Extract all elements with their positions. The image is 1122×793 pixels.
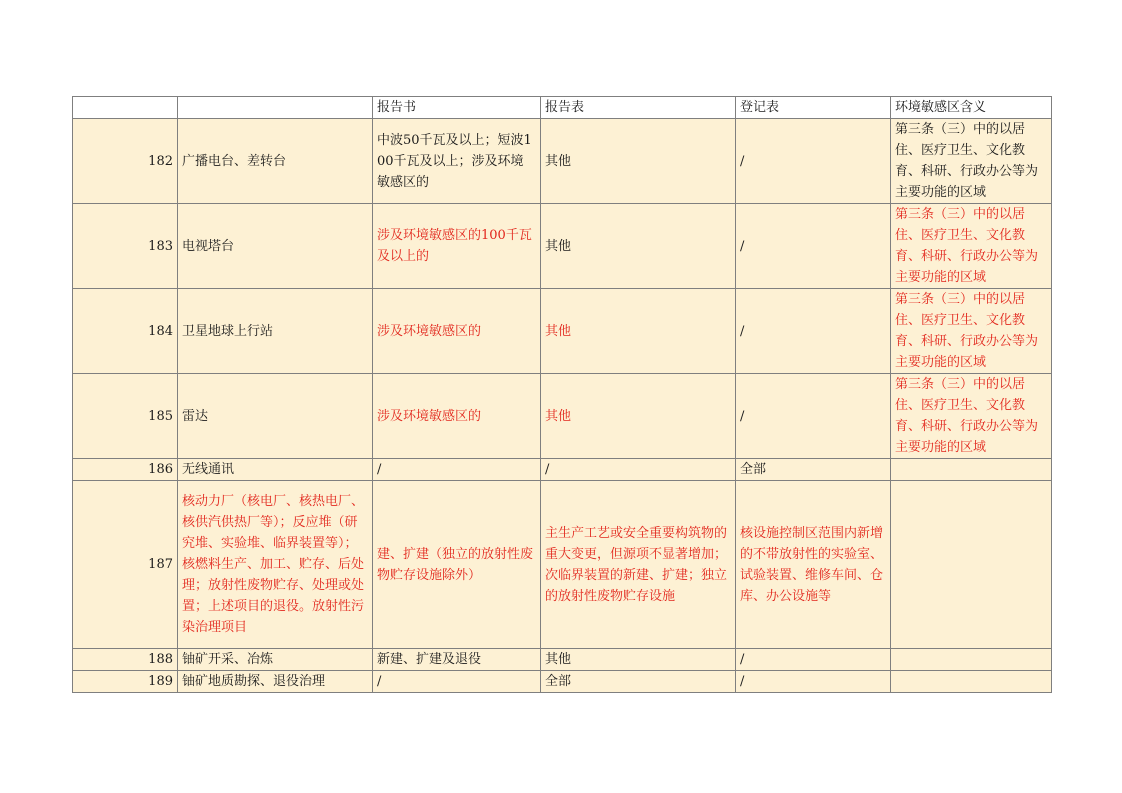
form-requirement: 其他 xyxy=(541,289,736,374)
header-cell-register: 登记表 xyxy=(736,97,891,119)
sensitive-area-definition xyxy=(891,671,1052,693)
sensitive-area-definition xyxy=(891,481,1052,649)
header-cell-form: 报告表 xyxy=(541,97,736,119)
form-requirement: 其他 xyxy=(541,204,736,289)
regulation-table xyxy=(72,96,1052,693)
project-name: 铀矿地质勘探、退役治理 xyxy=(178,671,373,693)
header-cell-project xyxy=(178,97,373,119)
header-cell-sensitive: 环境敏感区含义 xyxy=(891,97,1052,119)
sensitive-area-definition: 第三条（三）中的以居住、医疗卫生、文化教育、科研、行政办公等为主要功能的区域 xyxy=(891,374,1052,459)
register-requirement: / xyxy=(736,289,891,374)
project-name: 电视塔台 xyxy=(178,204,373,289)
row-number: 186 xyxy=(73,459,178,481)
table-row xyxy=(73,459,1052,481)
report-requirement: / xyxy=(373,459,541,481)
row-number: 188 xyxy=(73,649,178,671)
sensitive-area-definition xyxy=(891,649,1052,671)
report-requirement: / xyxy=(373,671,541,693)
row-number: 184 xyxy=(73,289,178,374)
table-row xyxy=(73,671,1052,693)
register-requirement: / xyxy=(736,119,891,204)
project-name: 铀矿开采、冶炼 xyxy=(178,649,373,671)
register-requirement: / xyxy=(736,374,891,459)
report-requirement: 涉及环境敏感区的 xyxy=(373,374,541,459)
report-requirement: 建、扩建（独立的放射性废物贮存设施除外） xyxy=(373,481,541,649)
register-requirement: / xyxy=(736,204,891,289)
table-row xyxy=(73,374,1052,459)
table-header-row xyxy=(73,97,1052,119)
register-requirement: 核设施控制区范围内新增的不带放射性的实验室、试验装置、维修车间、仓库、办公设施等 xyxy=(736,481,891,649)
report-requirement: 涉及环境敏感区的100千瓦及以上的 xyxy=(373,204,541,289)
project-name: 卫星地球上行站 xyxy=(178,289,373,374)
project-name: 无线通讯 xyxy=(178,459,373,481)
project-name: 雷达 xyxy=(178,374,373,459)
form-requirement: 其他 xyxy=(541,119,736,204)
row-number: 182 xyxy=(73,119,178,204)
form-requirement: 其他 xyxy=(541,374,736,459)
form-requirement: / xyxy=(541,459,736,481)
sensitive-area-definition xyxy=(891,459,1052,481)
sensitive-area-definition: 第三条（三）中的以居住、医疗卫生、文化教育、科研、行政办公等为主要功能的区域 xyxy=(891,289,1052,374)
table-row xyxy=(73,289,1052,374)
row-number: 183 xyxy=(73,204,178,289)
table-row xyxy=(73,119,1052,204)
form-requirement: 主生产工艺或安全重要构筑物的重大变更，但源项不显著增加；次临界装置的新建、扩建；独立的放射性废物贮存设施 xyxy=(541,481,736,649)
form-requirement: 全部 xyxy=(541,671,736,693)
sensitive-area-definition: 第三条（三）中的以居住、医疗卫生、文化教育、科研、行政办公等为主要功能的区域 xyxy=(891,119,1052,204)
form-requirement: 其他 xyxy=(541,649,736,671)
register-requirement: / xyxy=(736,671,891,693)
register-requirement: / xyxy=(736,649,891,671)
project-name: 广播电台、差转台 xyxy=(178,119,373,204)
header-cell-report: 报告书 xyxy=(373,97,541,119)
header-cell-number xyxy=(73,97,178,119)
report-requirement: 中波50千瓦及以上；短波100千瓦及以上；涉及环境敏感区的 xyxy=(373,119,541,204)
sensitive-area-definition: 第三条（三）中的以居住、医疗卫生、文化教育、科研、行政办公等为主要功能的区域 xyxy=(891,204,1052,289)
table-row xyxy=(73,481,1052,649)
row-number: 185 xyxy=(73,374,178,459)
row-number: 187 xyxy=(73,481,178,649)
row-number: 189 xyxy=(73,671,178,693)
register-requirement: 全部 xyxy=(736,459,891,481)
table-row xyxy=(73,204,1052,289)
project-name: 核动力厂（核电厂、核热电厂、核供汽供热厂等）；反应堆（研究堆、实验堆、临界装置等）；核燃料生产、加工、贮存、后处理；放射性废物贮存、处理或处置；上述项目的退役。放射性污染治理项目 xyxy=(178,481,373,649)
table-row xyxy=(73,649,1052,671)
report-requirement: 新建、扩建及退役 xyxy=(373,649,541,671)
report-requirement: 涉及环境敏感区的 xyxy=(373,289,541,374)
